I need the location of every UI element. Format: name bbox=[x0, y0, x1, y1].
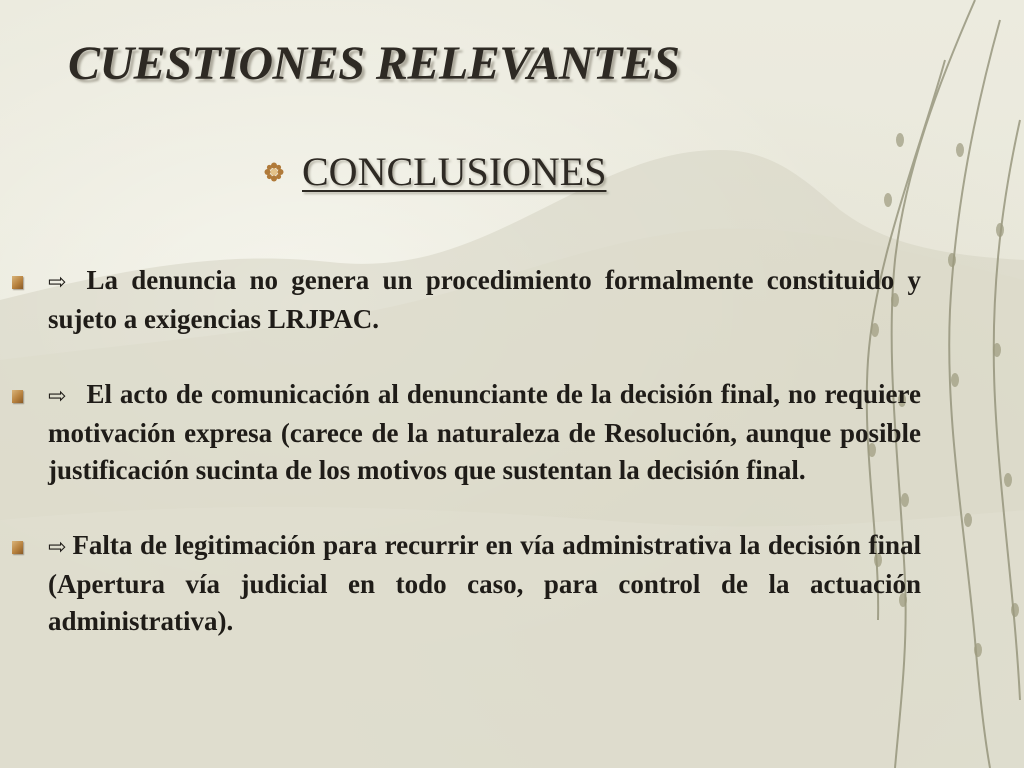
hollow-arrow-icon: ⇨ bbox=[48, 270, 67, 295]
square-bullet-icon bbox=[12, 541, 23, 554]
bullet-text-content: La denuncia no genera un procedimiento formalmente constituido y sujeto a exigencias LRJPAC. bbox=[48, 265, 921, 334]
subheading-text: CONCLUSIONES bbox=[302, 149, 607, 194]
bullet-text-content: El acto de comunicación al denunciante de la decisión final, no requiere motivación expresa (carece de la naturaleza de Resolución, aunque posible justificación sucinta de los motivos que sustentan la decisión final. bbox=[48, 379, 921, 485]
slide-title: CUESTIONES RELEVANTES bbox=[68, 37, 680, 90]
bullet-text bbox=[48, 262, 921, 338]
hollow-arrow-icon: ⇨ bbox=[48, 535, 67, 560]
flower-bullet-icon bbox=[264, 162, 284, 182]
subheading bbox=[264, 148, 606, 195]
bullet-text bbox=[48, 527, 921, 640]
square-bullet-icon bbox=[12, 276, 23, 289]
bullet-text-content: Falta de legitimación para recurrir en vía administrativa la decisión final (Apertura vía judicial en todo caso, para control de la actuación administrativa). bbox=[48, 530, 921, 636]
bullet-item bbox=[0, 376, 1024, 489]
hollow-arrow-icon: ⇨ bbox=[48, 384, 67, 409]
square-bullet-icon bbox=[12, 390, 23, 403]
bullet-item bbox=[0, 527, 1024, 640]
bullet-item bbox=[0, 262, 1024, 338]
bullet-text bbox=[48, 376, 921, 489]
bullet-list bbox=[0, 262, 1024, 678]
